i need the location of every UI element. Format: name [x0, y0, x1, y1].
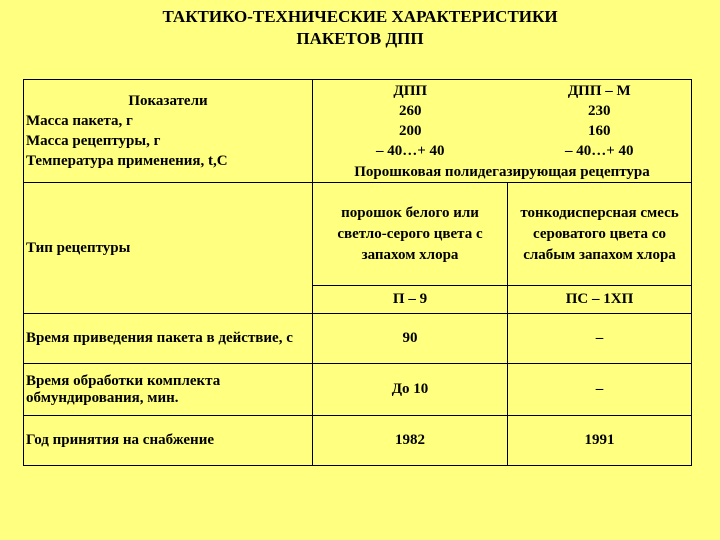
row-dppm-value: 1991: [508, 416, 692, 466]
label-recipe-mass: Масса рецептуры, г: [26, 133, 161, 149]
dpp-temperature: – 40…+ 40: [375, 142, 445, 159]
row-dpp-value: До 10: [313, 364, 508, 416]
values-grid: [313, 81, 691, 161]
dppm-recipe-mass: 160: [587, 122, 611, 139]
table-row-recipe-type: [24, 183, 692, 286]
dppm-values: [507, 81, 691, 161]
recipe-type-dpp: порошок белого или светло-серого цвета с запахом хлора: [313, 183, 508, 286]
dpp-values: [313, 81, 507, 161]
label-temperature: Температура применения, t,С: [26, 153, 228, 169]
header-indicators: Показатели: [128, 93, 208, 109]
row-dpp-value: 1982: [313, 416, 508, 466]
row-label: Год принятия на снабжение: [24, 416, 313, 466]
dpp-recipe-mass: 200: [398, 122, 422, 139]
basic-values-cell: [313, 80, 692, 183]
dppm-package-mass: 230: [587, 102, 611, 119]
basic-labels-cell: [24, 80, 313, 183]
page-title: [0, 6, 720, 50]
row-label: Время обработки комплекта обмундирования, мин.: [24, 364, 313, 416]
header-dppm: ДПП – М: [567, 82, 631, 99]
table-row: [24, 314, 692, 364]
dpp-package-mass: 260: [398, 102, 422, 119]
label-package-mass: Масса пакета, г: [26, 113, 133, 129]
table-row-basic: [24, 80, 692, 183]
recipe-code-dpp: П – 9: [313, 286, 508, 314]
recipe-type-dppm: тонкодисперсная смесь сероватого цвета со слабым запахом хлора: [508, 183, 692, 286]
specifications-table: [23, 79, 692, 466]
title-line-1: ТАКТИКО-ТЕХНИЧЕСКИЕ ХАРАКТЕРИСТИКИ: [162, 7, 558, 26]
row-label: Время приведения пакета в действие, с: [24, 314, 313, 364]
row-dpp-value: 90: [313, 314, 508, 364]
table-row: [24, 364, 692, 416]
recipe-type-label: Тип рецептуры: [24, 183, 313, 314]
recipe-code-dppm: ПС – 1ХП: [508, 286, 692, 314]
row-dppm-value: –: [508, 314, 692, 364]
table-row: [24, 416, 692, 466]
recipe-note: Порошковая полидегазирующая рецептура: [354, 163, 650, 180]
title-line-2: ПАКЕТОВ ДПП: [296, 29, 424, 48]
row-dppm-value: –: [508, 364, 692, 416]
dppm-temperature: – 40…+ 40: [564, 142, 634, 159]
header-dpp: ДПП: [393, 82, 428, 99]
